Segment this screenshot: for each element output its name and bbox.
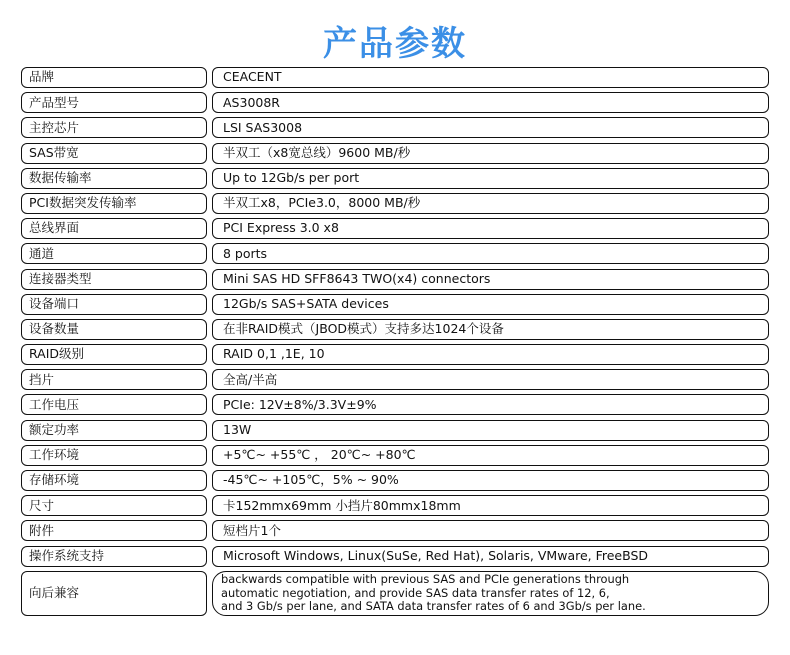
spec-row-voltage: [21, 394, 769, 415]
spec-value: 半双工x8，PCIe3.0，8000 MB/秒: [212, 193, 769, 214]
spec-value: 8 ports: [212, 243, 769, 264]
spec-key: 附件: [21, 520, 207, 541]
spec-row-brand: [21, 67, 769, 88]
spec-key: 操作系统支持: [21, 546, 207, 567]
spec-value: 在非RAID模式（JBOD模式）支持多达1024个设备: [212, 319, 769, 340]
spec-value: CEACENT: [212, 67, 769, 88]
spec-row-raid-level: [21, 344, 769, 365]
spec-value: 12Gb/s SAS+SATA devices: [212, 294, 769, 315]
spec-value: AS3008R: [212, 92, 769, 113]
spec-value: 短档片1个: [212, 520, 769, 541]
spec-key: 向后兼容: [21, 571, 207, 616]
spec-value: backwards compatible with previous SAS and PCIe generations through automatic negotiation, and provide SAS data transfer rates of 12, 6, and 3 Gb/s per lane, and SATA data transfer rates of 6 and 3Gb/s per lane.: [212, 571, 769, 616]
spec-row-data-rate: [21, 168, 769, 189]
spec-value: RAID 0,1 ,1E, 10: [212, 344, 769, 365]
spec-value: 13W: [212, 420, 769, 441]
spec-row-operating-env: [21, 445, 769, 466]
spec-row-storage-env: [21, 470, 769, 491]
spec-key: 通道: [21, 243, 207, 264]
spec-key: 挡片: [21, 369, 207, 390]
spec-key: 设备端口: [21, 294, 207, 315]
spec-row-power: [21, 420, 769, 441]
spec-row-bracket: [21, 369, 769, 390]
spec-row-bus-interface: [21, 218, 769, 239]
spec-key: RAID级别: [21, 344, 207, 365]
spec-value: Up to 12Gb/s per port: [212, 168, 769, 189]
spec-key: 总线界面: [21, 218, 207, 239]
spec-row-ports: [21, 243, 769, 264]
spec-table: [21, 67, 769, 620]
page-title: 产品参数: [323, 24, 467, 64]
spec-value: -45℃~ +105℃，5% ~ 90%: [212, 470, 769, 491]
spec-value: PCIe: 12V±8%/3.3V±9%: [212, 394, 769, 415]
spec-row-pci-burst-rate: [21, 193, 769, 214]
spec-key: 品牌: [21, 67, 207, 88]
spec-row-accessories: [21, 520, 769, 541]
spec-key: 设备数量: [21, 319, 207, 340]
spec-row-controller-chip: [21, 117, 769, 138]
spec-row-model: [21, 92, 769, 113]
spec-value: 卡152mmx69mm 小挡片80mmx18mm: [212, 495, 769, 516]
spec-key: 存储环境: [21, 470, 207, 491]
spec-key: 主控芯片: [21, 117, 207, 138]
spec-row-sas-bandwidth: [21, 143, 769, 164]
spec-row-backward-compat: [21, 571, 769, 616]
spec-value: 半双工（x8宽总线）9600 MB/秒: [212, 143, 769, 164]
spec-value: +5℃~ +55℃ ， 20℃~ +80℃: [212, 445, 769, 466]
spec-key: 额定功率: [21, 420, 207, 441]
spec-key: SAS带宽: [21, 143, 207, 164]
spec-value: PCI Express 3.0 x8: [212, 218, 769, 239]
spec-key: PCI数据突发传输率: [21, 193, 207, 214]
spec-key: 产品型号: [21, 92, 207, 113]
spec-key: 工作电压: [21, 394, 207, 415]
spec-row-device-ports: [21, 294, 769, 315]
spec-row-connector-type: [21, 269, 769, 290]
spec-value: Mini SAS HD SFF8643 TWO(x4) connectors: [212, 269, 769, 290]
spec-row-os-support: [21, 546, 769, 567]
spec-key: 尺寸: [21, 495, 207, 516]
spec-row-device-count: [21, 319, 769, 340]
spec-key: 数据传输率: [21, 168, 207, 189]
spec-value: LSI SAS3008: [212, 117, 769, 138]
spec-row-dimensions: [21, 495, 769, 516]
spec-key: 连接器类型: [21, 269, 207, 290]
spec-value: 全高/半高: [212, 369, 769, 390]
spec-key: 工作环境: [21, 445, 207, 466]
spec-value: Microsoft Windows, Linux(SuSe, Red Hat), Solaris, VMware, FreeBSD: [212, 546, 769, 567]
